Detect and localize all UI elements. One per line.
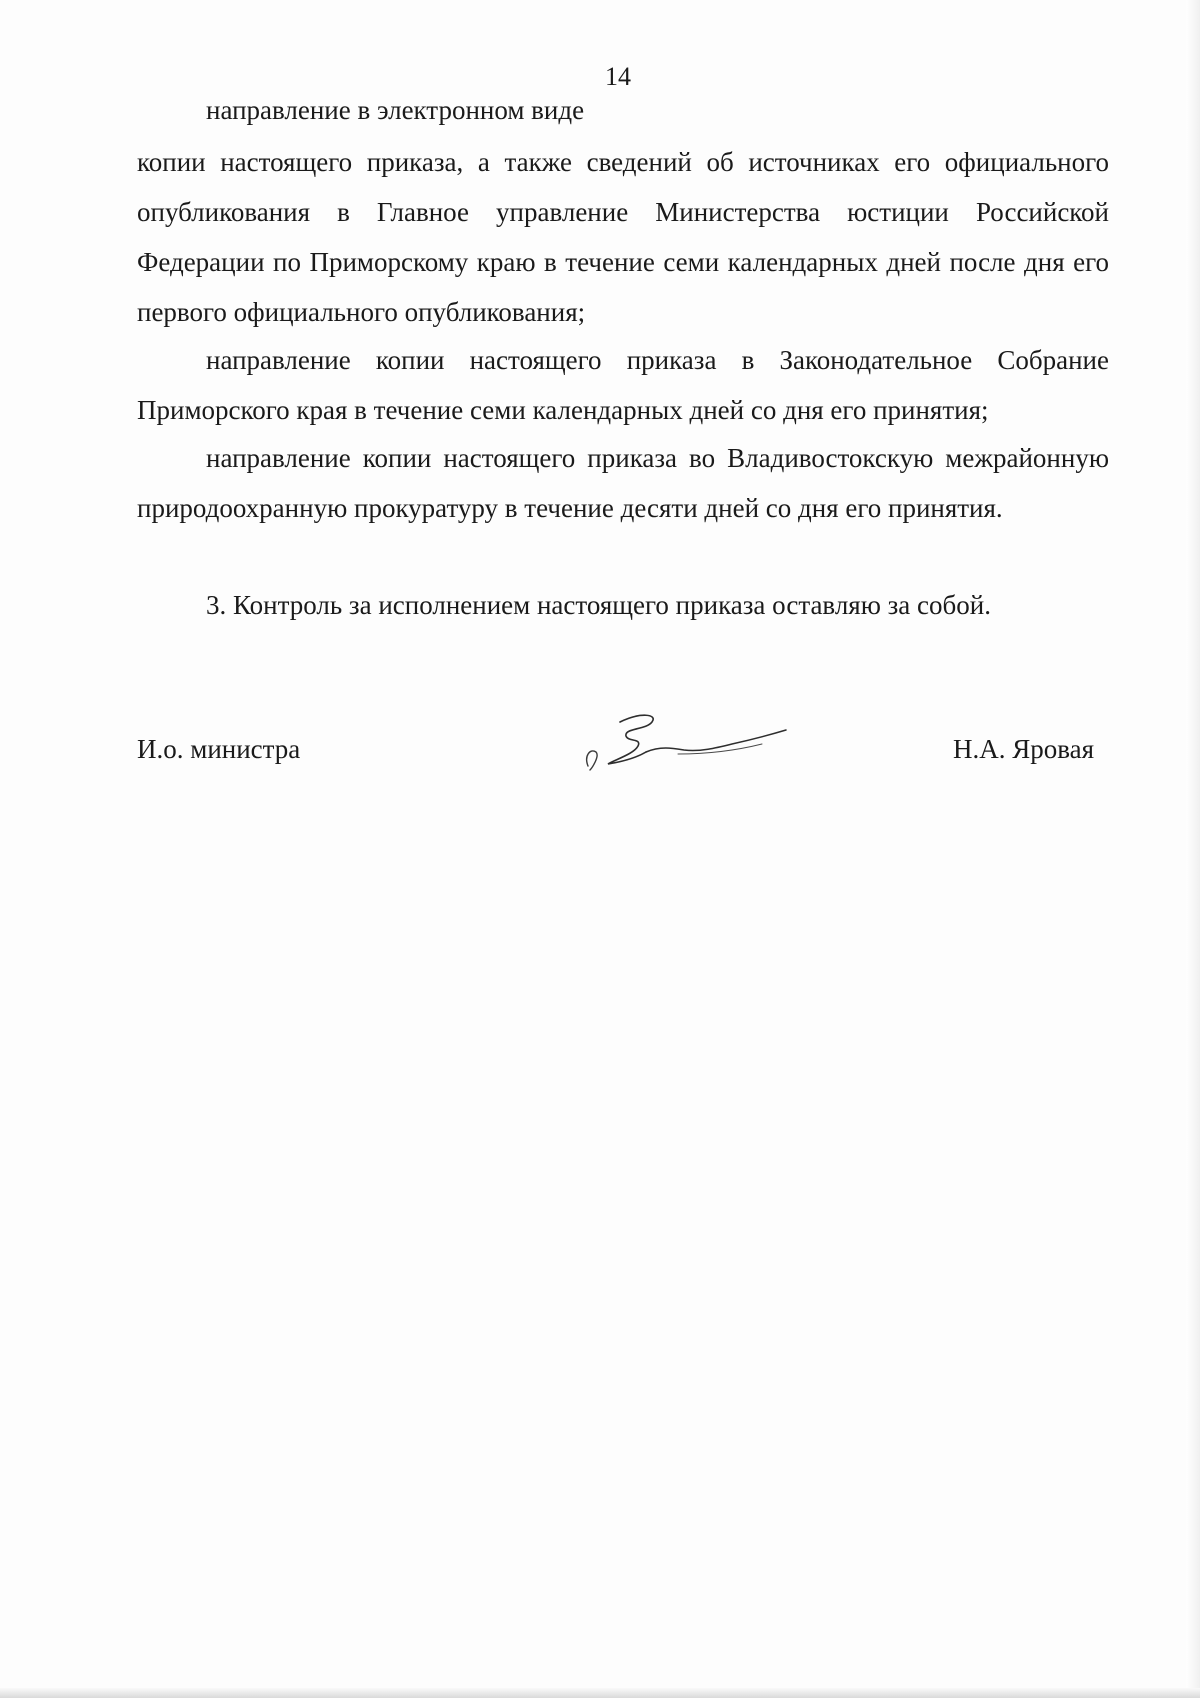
signature-block bbox=[0, 730, 1200, 790]
paragraph-legislative-assembly: направление копии настоящего приказа в Законодательное Собрание Приморского края в течение семи календарных дней со дня его принятия; bbox=[137, 345, 1109, 425]
page-number: 14 bbox=[605, 62, 631, 91]
paragraph-prosecutor: направление копии настоящего приказа во Владивостокскую межрайонную природоохранную прокуратуру в течение десяти дней со дня его принятия. bbox=[137, 443, 1109, 523]
scan-edge-right bbox=[1186, 0, 1200, 1698]
handwritten-signature-icon bbox=[580, 708, 800, 788]
paragraph-publication: копии настоящего приказа, а также сведений об источниках его официального опубликования в Главное управление Министерства юстиции Российской Федерации по Приморскому краю в течение семи календарных дней после дня его первого официального опубликования; bbox=[137, 147, 1109, 327]
signatory-title: И.о. министра bbox=[137, 734, 301, 764]
first-line: направление в электронном виде bbox=[206, 95, 585, 125]
paragraph-control: 3. Контроль за исполнением настоящего приказа оставляю за собой. bbox=[206, 590, 991, 620]
signatory-name: Н.А. Яровая bbox=[953, 734, 1095, 764]
scan-edge-bottom bbox=[0, 1688, 1200, 1698]
